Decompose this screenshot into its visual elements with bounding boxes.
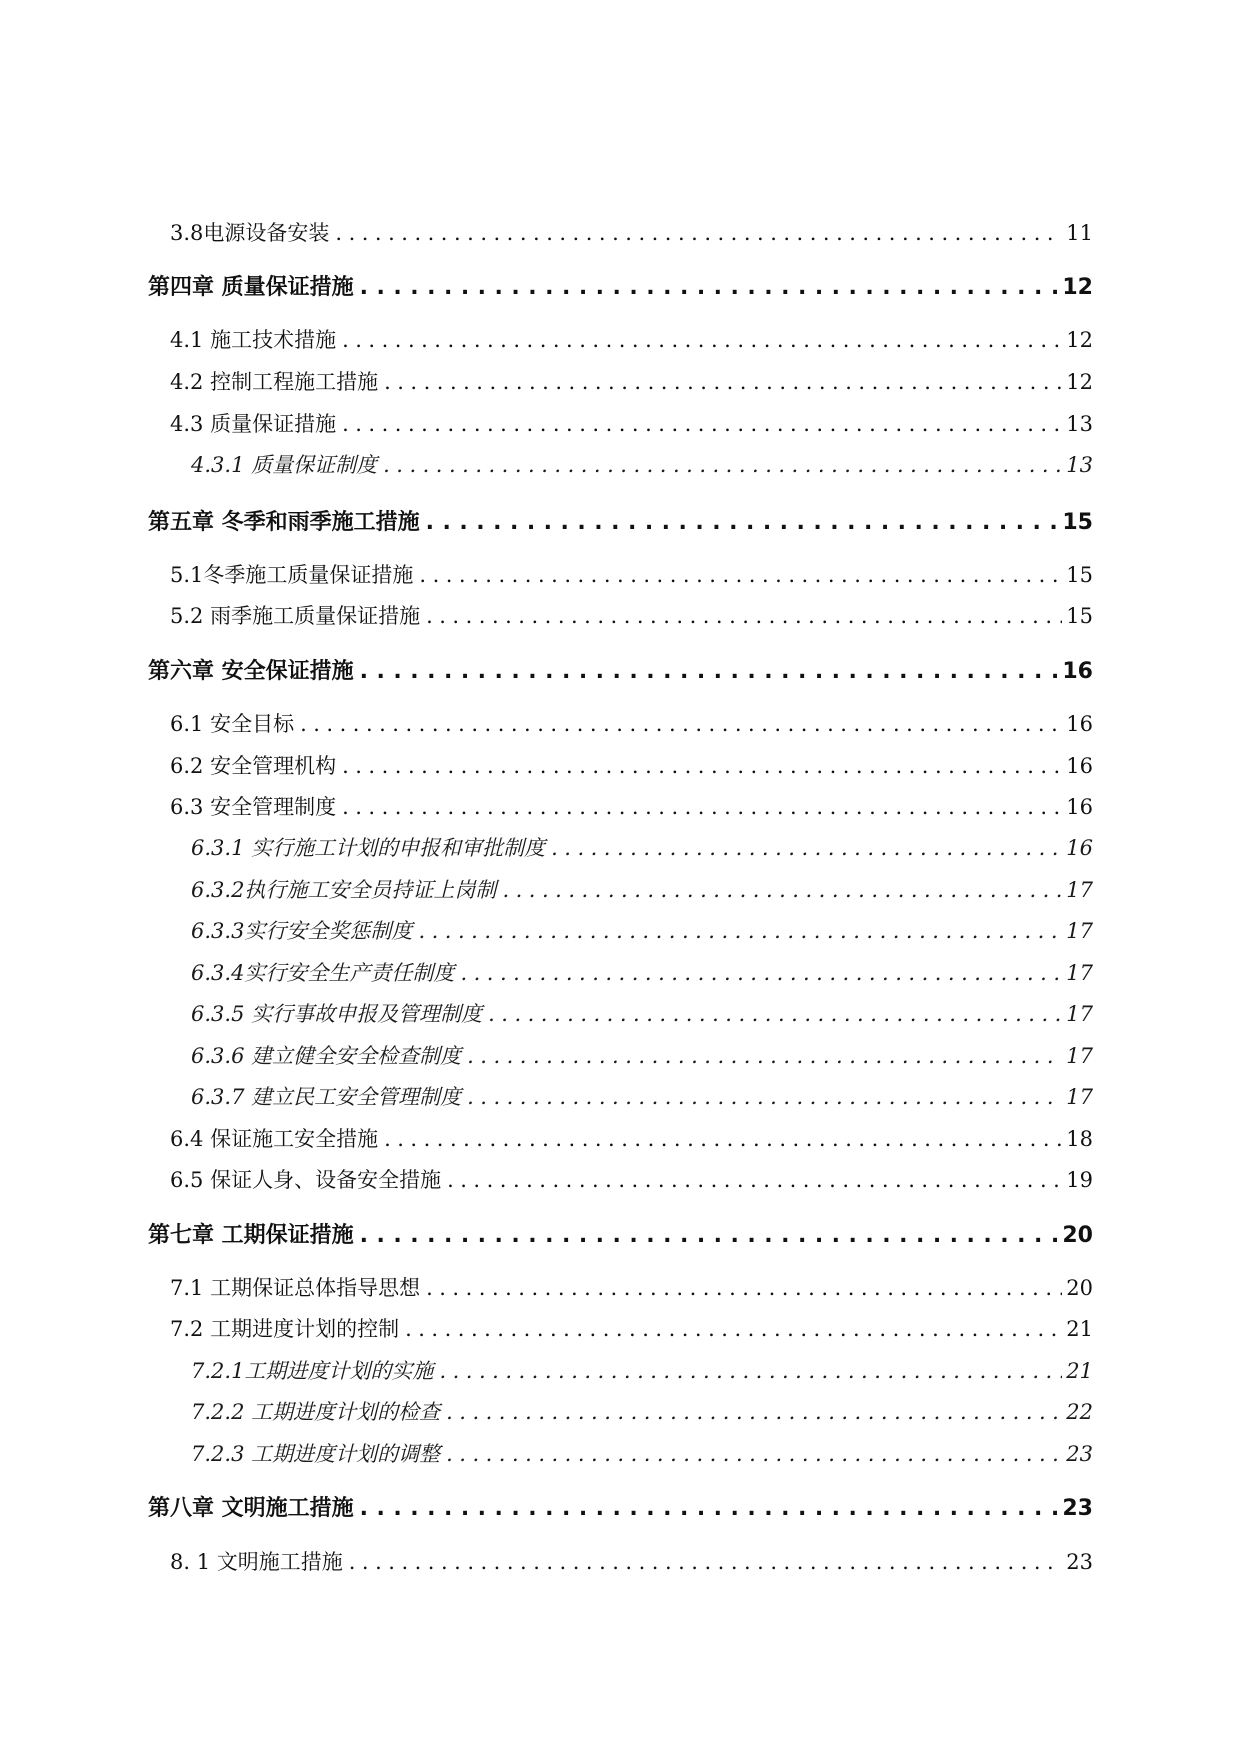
- toc-entry-page: 13: [1066, 453, 1093, 477]
- toc-entry-label: 4.1 施工技术措施: [170, 328, 337, 352]
- toc-entry-page: 22: [1066, 1400, 1093, 1424]
- toc-entry-6-3-7[interactable]: [191, 1081, 1093, 1111]
- toc-entry-label: 6.5 保证人身、设备安全措施: [170, 1168, 442, 1192]
- toc-entry-page: 15: [1066, 563, 1093, 587]
- toc-entry-page: 17: [1066, 961, 1093, 985]
- toc-entry-label: 第八章 文明施工措施: [148, 1496, 354, 1521]
- toc-entry-4-1[interactable]: [170, 324, 1093, 354]
- dot-leader: [446, 1444, 1062, 1465]
- toc-entry-page: 16: [1066, 836, 1093, 860]
- dot-leader: [342, 330, 1062, 351]
- toc-entry-page: 15: [1062, 510, 1093, 535]
- dot-leader: [488, 1004, 1062, 1025]
- toc-entry-page: 23: [1066, 1442, 1093, 1466]
- toc-entry-7-2-1[interactable]: [191, 1355, 1093, 1385]
- toc-entry-page: 12: [1066, 370, 1093, 394]
- dot-leader: [342, 414, 1062, 435]
- toc-entry-6-1[interactable]: [170, 708, 1093, 738]
- dot-leader: [384, 372, 1062, 393]
- toc-entry-7-2-2[interactable]: [191, 1396, 1093, 1426]
- toc-chapter-5[interactable]: [148, 505, 1093, 536]
- toc-entry-page: 19: [1066, 1168, 1093, 1192]
- dot-leader: [342, 797, 1062, 818]
- toc-entry-4-2[interactable]: [170, 366, 1093, 396]
- toc-entry-8-1[interactable]: [170, 1546, 1093, 1576]
- toc-entry-page: 12: [1062, 275, 1093, 300]
- dot-leader: [426, 1278, 1062, 1299]
- dot-leader: [383, 455, 1062, 476]
- toc-entry-6-4[interactable]: [170, 1123, 1093, 1153]
- dot-leader: [335, 223, 1062, 244]
- toc-entry-page: 17: [1066, 1085, 1093, 1109]
- toc-entry-7-1[interactable]: [170, 1272, 1093, 1302]
- toc-entry-label: 6.3.7 建立民工安全管理制度: [191, 1085, 462, 1109]
- toc-entry-4-3[interactable]: [170, 408, 1093, 438]
- toc-entry-page: 16: [1062, 659, 1093, 684]
- toc-entry-6-5[interactable]: [170, 1164, 1093, 1194]
- toc-entry-label: 7.1 工期保证总体指导思想: [170, 1276, 421, 1300]
- toc-chapter-7[interactable]: [148, 1218, 1093, 1249]
- toc-entry-page: 21: [1066, 1359, 1093, 1383]
- toc-entry-label: 5.2 雨季施工质量保证措施: [170, 604, 421, 628]
- toc-entry-6-3-2[interactable]: [191, 874, 1093, 904]
- dot-leader: [300, 714, 1062, 735]
- toc-entry-label: 7.2 工期进度计划的控制: [170, 1317, 400, 1341]
- toc-entry-label: 6.3.6 建立健全安全检查制度: [191, 1044, 462, 1068]
- dot-leader: [342, 756, 1062, 777]
- toc-entry-label: 7.2.3 工期进度计划的调整: [191, 1442, 441, 1466]
- toc-entry-label: 第四章 质量保证措施: [148, 275, 354, 300]
- dot-leader: [467, 1046, 1062, 1067]
- dot-leader: [460, 963, 1062, 984]
- dot-leader: [349, 1552, 1063, 1573]
- toc-entry-label: 6.2 安全管理机构: [170, 754, 337, 778]
- toc-entry-page: 23: [1066, 1550, 1093, 1574]
- toc-entry-label: 6.3.1 实行施工计划的申报和审批制度: [191, 836, 546, 860]
- toc-entry-label: 4.3 质量保证措施: [170, 412, 337, 436]
- toc-chapter-6[interactable]: [148, 654, 1093, 685]
- toc-entry-page: 16: [1066, 712, 1093, 736]
- toc-entry-page: 17: [1066, 878, 1093, 902]
- dot-leader: [360, 1498, 1059, 1520]
- toc-entry-page: 15: [1066, 604, 1093, 628]
- toc-entry-6-3-1[interactable]: [191, 832, 1093, 862]
- toc-entry-5-1[interactable]: [170, 559, 1093, 589]
- toc-entry-5-2[interactable]: [170, 600, 1093, 630]
- toc-entry-6-2[interactable]: [170, 750, 1093, 780]
- toc-entry-label: 4.3.1 质量保证制度: [191, 453, 378, 477]
- toc-entry-page: 17: [1066, 1002, 1093, 1026]
- toc-entry-label: 6.3.5 实行事故申报及管理制度: [191, 1002, 483, 1026]
- dot-leader: [405, 1319, 1062, 1340]
- dot-leader: [467, 1087, 1062, 1108]
- toc-entry-6-3-5[interactable]: [191, 998, 1093, 1028]
- toc-entry-label: 第七章 工期保证措施: [148, 1223, 354, 1248]
- dot-leader: [419, 565, 1062, 586]
- dot-leader: [439, 1361, 1062, 1382]
- toc-entry-label: 5.1冬季施工质量保证措施: [170, 563, 414, 587]
- toc-entry-4-3-1[interactable]: [191, 449, 1093, 479]
- toc-entry-label: 第六章 安全保证措施: [148, 659, 354, 684]
- toc-entry-6-3-6[interactable]: [191, 1040, 1093, 1070]
- dot-leader: [446, 1402, 1062, 1423]
- toc-entry-6-3-3[interactable]: [191, 915, 1093, 945]
- toc-entry-label: 6.3.4实行安全生产责任制度: [191, 961, 455, 985]
- toc-entry-label: 8. 1 文明施工措施: [170, 1550, 343, 1574]
- toc-entry-7-2[interactable]: [170, 1313, 1093, 1343]
- toc-chapter-4[interactable]: [148, 270, 1093, 301]
- toc-entry-label: 6.3.3实行安全奖惩制度: [191, 919, 413, 943]
- dot-leader: [447, 1170, 1062, 1191]
- dot-leader: [426, 606, 1062, 627]
- toc-entry-7-2-3[interactable]: [191, 1438, 1093, 1468]
- toc-entry-page: 13: [1066, 412, 1093, 436]
- dot-leader: [360, 661, 1059, 683]
- dot-leader: [418, 921, 1062, 942]
- toc-entry-6-3[interactable]: [170, 791, 1093, 821]
- toc-entry-page: 12: [1066, 328, 1093, 352]
- toc-entry-label: 3.8电源设备安装: [170, 221, 330, 245]
- toc-entry-label: 7.2.2 工期进度计划的检查: [191, 1400, 441, 1424]
- toc-entry-label: 第五章 冬季和雨季施工措施: [148, 510, 420, 535]
- toc-entry-page: 11: [1066, 221, 1093, 245]
- toc-entry-page: 18: [1066, 1127, 1093, 1151]
- dot-leader: [360, 1225, 1059, 1247]
- toc-entry-label: 6.3.2执行施工安全员持证上岗制: [191, 878, 497, 902]
- toc-entry-page: 23: [1062, 1496, 1093, 1521]
- toc-entry-label: 6.3 安全管理制度: [170, 795, 337, 819]
- dot-leader: [426, 512, 1059, 534]
- toc-entry-label: 4.2 控制工程施工措施: [170, 370, 379, 394]
- toc-entry-page: 20: [1062, 1223, 1093, 1248]
- toc-entry-label: 6.1 安全目标: [170, 712, 295, 736]
- toc-entry-page: 17: [1066, 1044, 1093, 1068]
- dot-leader: [551, 838, 1062, 859]
- toc-entry-label: 6.4 保证施工安全措施: [170, 1127, 379, 1151]
- dot-leader: [502, 880, 1062, 901]
- toc-entry-page: 17: [1066, 919, 1093, 943]
- toc-entry-label: 7.2.1工期进度计划的实施: [191, 1359, 434, 1383]
- toc-entry-page: 20: [1066, 1276, 1093, 1300]
- toc-entry-6-3-4[interactable]: [191, 957, 1093, 987]
- dot-leader: [360, 277, 1059, 299]
- dot-leader: [384, 1129, 1062, 1150]
- toc-entry-page: 16: [1066, 795, 1093, 819]
- toc-entry-page: 21: [1066, 1317, 1093, 1341]
- toc-entry-page: 16: [1066, 754, 1093, 778]
- toc-chapter-8[interactable]: [148, 1491, 1093, 1522]
- toc-entry-3-8[interactable]: [170, 217, 1093, 247]
